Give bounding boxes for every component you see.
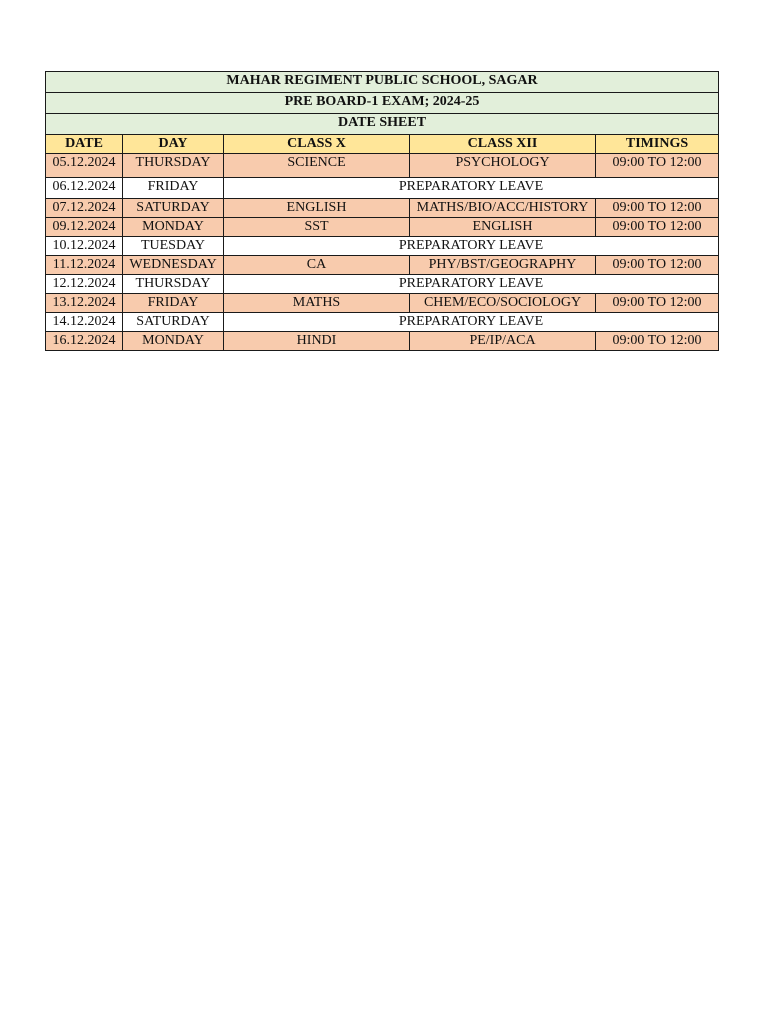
cell-class-x: HINDI bbox=[224, 332, 410, 351]
cell-timings: 09:00 TO 12:00 bbox=[596, 218, 719, 237]
cell-leave-note: PREPARATORY LEAVE bbox=[224, 178, 719, 199]
header-date: DATE bbox=[46, 135, 123, 154]
date-sheet-table bbox=[45, 71, 719, 351]
header-class-x: CLASS X bbox=[224, 135, 410, 154]
cell-class-xii: ENGLISH bbox=[410, 218, 596, 237]
cell-timings: 09:00 TO 12:00 bbox=[596, 199, 719, 218]
cell-class-xii: PHY/BST/GEOGRAPHY bbox=[410, 256, 596, 275]
cell-leave-note: PREPARATORY LEAVE bbox=[224, 275, 719, 294]
sheet-title-row bbox=[46, 114, 719, 135]
table-row bbox=[46, 294, 719, 313]
header-day: DAY bbox=[123, 135, 224, 154]
cell-day: TUESDAY bbox=[123, 237, 224, 256]
table-row bbox=[46, 237, 719, 256]
cell-timings: 09:00 TO 12:00 bbox=[596, 332, 719, 351]
cell-day: MONDAY bbox=[123, 332, 224, 351]
cell-day: THURSDAY bbox=[123, 154, 224, 178]
cell-class-xii: PSYCHOLOGY bbox=[410, 154, 596, 178]
header-timings: TIMINGS bbox=[596, 135, 719, 154]
cell-timings: 09:00 TO 12:00 bbox=[596, 294, 719, 313]
sheet-title: DATE SHEET bbox=[46, 114, 719, 135]
cell-timings: 09:00 TO 12:00 bbox=[596, 154, 719, 178]
exam-name-row bbox=[46, 93, 719, 114]
cell-day: FRIDAY bbox=[123, 294, 224, 313]
exam-name: PRE BOARD-1 EXAM; 2024-25 bbox=[46, 93, 719, 114]
table-row bbox=[46, 154, 719, 178]
cell-date: 13.12.2024 bbox=[46, 294, 123, 313]
cell-class-x: CA bbox=[224, 256, 410, 275]
cell-date: 16.12.2024 bbox=[46, 332, 123, 351]
cell-leave-note: PREPARATORY LEAVE bbox=[224, 313, 719, 332]
cell-class-xii: PE/IP/ACA bbox=[410, 332, 596, 351]
cell-date: 11.12.2024 bbox=[46, 256, 123, 275]
cell-day: WEDNESDAY bbox=[123, 256, 224, 275]
cell-date: 07.12.2024 bbox=[46, 199, 123, 218]
cell-date: 12.12.2024 bbox=[46, 275, 123, 294]
cell-day: SATURDAY bbox=[123, 313, 224, 332]
cell-day: SATURDAY bbox=[123, 199, 224, 218]
table-row bbox=[46, 218, 719, 237]
table-row bbox=[46, 178, 719, 199]
cell-class-xii: MATHS/BIO/ACC/HISTORY bbox=[410, 199, 596, 218]
cell-date: 14.12.2024 bbox=[46, 313, 123, 332]
cell-date: 10.12.2024 bbox=[46, 237, 123, 256]
table-row bbox=[46, 256, 719, 275]
school-name: MAHAR REGIMENT PUBLIC SCHOOL, SAGAR bbox=[46, 72, 719, 93]
cell-date: 09.12.2024 bbox=[46, 218, 123, 237]
cell-class-xii: CHEM/ECO/SOCIOLOGY bbox=[410, 294, 596, 313]
table-row bbox=[46, 313, 719, 332]
cell-class-x: SST bbox=[224, 218, 410, 237]
table-row bbox=[46, 199, 719, 218]
cell-day: MONDAY bbox=[123, 218, 224, 237]
school-name-row bbox=[46, 72, 719, 93]
table-row bbox=[46, 332, 719, 351]
cell-leave-note: PREPARATORY LEAVE bbox=[224, 237, 719, 256]
cell-date: 05.12.2024 bbox=[46, 154, 123, 178]
cell-class-x: MATHS bbox=[224, 294, 410, 313]
cell-class-x: ENGLISH bbox=[224, 199, 410, 218]
cell-day: FRIDAY bbox=[123, 178, 224, 199]
cell-date: 06.12.2024 bbox=[46, 178, 123, 199]
table-row bbox=[46, 275, 719, 294]
cell-class-x: SCIENCE bbox=[224, 154, 410, 178]
header-class-xii: CLASS XII bbox=[410, 135, 596, 154]
cell-timings: 09:00 TO 12:00 bbox=[596, 256, 719, 275]
column-header-row bbox=[46, 135, 719, 154]
cell-day: THURSDAY bbox=[123, 275, 224, 294]
